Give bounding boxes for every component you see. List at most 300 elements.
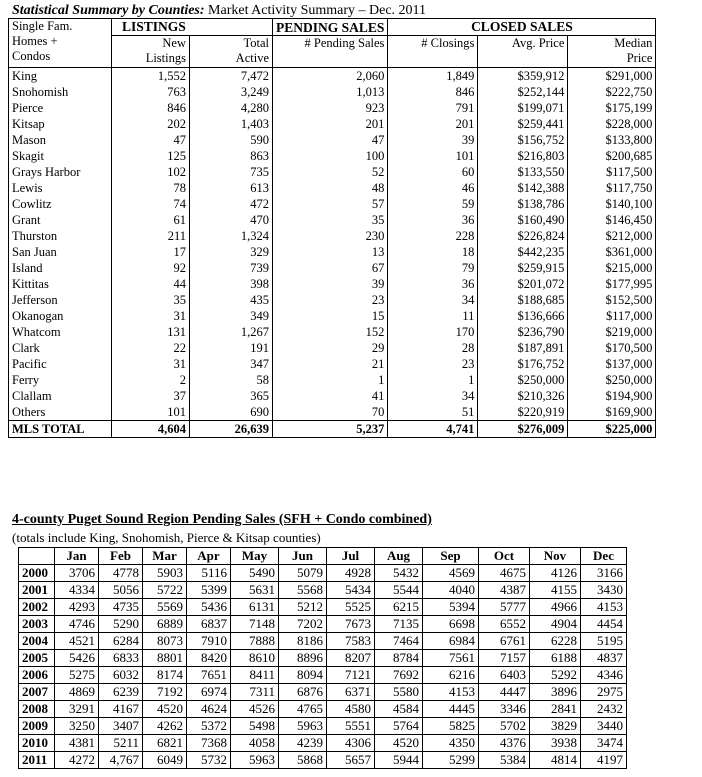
county-value: 791 — [388, 100, 478, 116]
monthly-value: 4376 — [479, 735, 530, 752]
year-row — [19, 633, 627, 650]
mls-total-row — [9, 421, 656, 438]
county-value: 61 — [112, 212, 190, 228]
monthly-value: 4155 — [530, 582, 581, 599]
monthly-value: 4272 — [55, 752, 99, 769]
year-label: 2009 — [19, 718, 55, 735]
county-value: $250,000 — [568, 372, 656, 388]
monthly-value: 8610 — [231, 650, 279, 667]
county-value: 41 — [273, 388, 388, 404]
monthly-value: 5394 — [423, 599, 479, 616]
monthly-value: 3291 — [55, 701, 99, 718]
monthly-value: 4239 — [279, 735, 327, 752]
county-value: 152 — [273, 324, 388, 340]
monthly-value: 7148 — [231, 616, 279, 633]
monthly-value: 3346 — [479, 701, 530, 718]
county-row — [9, 308, 656, 324]
monthly-value: 5292 — [530, 667, 581, 684]
monthly-value: 5372 — [187, 718, 231, 735]
county-value: 92 — [112, 260, 190, 276]
county-name: Thurston — [9, 228, 112, 244]
county-value: 435 — [190, 292, 273, 308]
year-label: 2002 — [19, 599, 55, 616]
monthly-value: 4746 — [55, 616, 99, 633]
monthly-value: 3474 — [581, 735, 627, 752]
monthly-value: 4869 — [55, 684, 99, 701]
monthly-value: 4778 — [99, 565, 143, 582]
monthly-value: 8174 — [143, 667, 187, 684]
monthly-value: 4454 — [581, 616, 627, 633]
month-header: Oct — [479, 548, 530, 565]
county-value: 1,267 — [190, 324, 273, 340]
monthly-value: 8411 — [231, 667, 279, 684]
county-value: $228,000 — [568, 116, 656, 132]
monthly-value: 6228 — [530, 633, 581, 650]
monthly-value: 5631 — [231, 582, 279, 599]
monthly-value: 5384 — [479, 752, 530, 769]
monthly-value: 4966 — [530, 599, 581, 616]
county-value: $152,500 — [568, 292, 656, 308]
monthly-value: 7157 — [479, 650, 530, 667]
corner-label-line: Single Fam. — [12, 19, 73, 33]
county-value: $236,790 — [478, 324, 568, 340]
monthly-value: 6188 — [530, 650, 581, 667]
county-value: 398 — [190, 276, 273, 292]
monthly-value: 5056 — [99, 582, 143, 599]
county-value: 201 — [388, 116, 478, 132]
county-value: 7,472 — [190, 68, 273, 85]
county-value: 1,324 — [190, 228, 273, 244]
monthly-value: 6833 — [99, 650, 143, 667]
new-listings-header: New Listings — [112, 36, 190, 68]
county-value: 78 — [112, 180, 190, 196]
year-label: 2003 — [19, 616, 55, 633]
county-value: 1,849 — [388, 68, 478, 85]
county-value: $133,800 — [568, 132, 656, 148]
county-row — [9, 68, 656, 85]
county-value: 329 — [190, 244, 273, 260]
monthly-value: 7464 — [375, 633, 423, 650]
monthly-value: 4334 — [55, 582, 99, 599]
monthly-value: 5275 — [55, 667, 99, 684]
year-label: 2005 — [19, 650, 55, 667]
avg-price-header: Avg. Price — [478, 36, 568, 68]
county-value: 228 — [388, 228, 478, 244]
county-value: $160,490 — [478, 212, 568, 228]
month-header: Sep — [423, 548, 479, 565]
total-value: $225,000 — [568, 421, 656, 438]
county-value: 102 — [112, 164, 190, 180]
county-value: $138,786 — [478, 196, 568, 212]
monthly-value: 5544 — [375, 582, 423, 599]
county-value: 923 — [273, 100, 388, 116]
corner-label-line: Homes + — [12, 34, 58, 48]
monthly-value: 6974 — [187, 684, 231, 701]
county-value: $250,000 — [478, 372, 568, 388]
county-value: 46 — [388, 180, 478, 196]
monthly-pending-sales-table — [18, 547, 627, 769]
monthly-value: 4765 — [279, 701, 327, 718]
year-label: 2008 — [19, 701, 55, 718]
monthly-value: 4346 — [581, 667, 627, 684]
monthly-value: 6239 — [99, 684, 143, 701]
pending-sales-title: 4-county Puget Sound Region Pending Sales (SFH + Condo combined) — [12, 512, 432, 527]
county-value: 201 — [273, 116, 388, 132]
county-value: 15 — [273, 308, 388, 324]
county-value: 44 — [112, 276, 190, 292]
month-header: Jul — [327, 548, 375, 565]
county-value: 230 — [273, 228, 388, 244]
county-value: $210,326 — [478, 388, 568, 404]
county-value: $137,000 — [568, 356, 656, 372]
county-value: $136,666 — [478, 308, 568, 324]
closed-sales-header: CLOSED SALES — [388, 19, 656, 36]
county-value: 31 — [112, 356, 190, 372]
monthly-value: 5568 — [279, 582, 327, 599]
monthly-value: 5498 — [231, 718, 279, 735]
county-name: Island — [9, 260, 112, 276]
report-title — [12, 2, 426, 19]
monthly-value: 5434 — [327, 582, 375, 599]
county-value: 57 — [273, 196, 388, 212]
monthly-value: 8784 — [375, 650, 423, 667]
monthly-value: 4167 — [99, 701, 143, 718]
county-value: 18 — [388, 244, 478, 260]
county-value: 60 — [388, 164, 478, 180]
county-value: $156,752 — [478, 132, 568, 148]
monthly-value: 4350 — [423, 735, 479, 752]
county-value: 101 — [388, 148, 478, 164]
monthly-value: 4814 — [530, 752, 581, 769]
monthly-value: 4153 — [423, 684, 479, 701]
monthly-value: 5868 — [279, 752, 327, 769]
county-value: $169,900 — [568, 404, 656, 421]
monthly-value: 5195 — [581, 633, 627, 650]
county-value: 39 — [388, 132, 478, 148]
county-value: 58 — [190, 372, 273, 388]
county-value: $219,000 — [568, 324, 656, 340]
monthly-value: 5903 — [143, 565, 187, 582]
monthly-value: 3829 — [530, 718, 581, 735]
monthly-value: 7121 — [327, 667, 375, 684]
monthly-value: 7583 — [327, 633, 375, 650]
monthly-value: 5399 — [187, 582, 231, 599]
county-name: Snohomish — [9, 84, 112, 100]
monthly-value: 5580 — [375, 684, 423, 701]
county-value: $194,900 — [568, 388, 656, 404]
monthly-value: 4293 — [55, 599, 99, 616]
total-label: MLS TOTAL — [9, 421, 112, 438]
total-value: 4,604 — [112, 421, 190, 438]
county-name: Grant — [9, 212, 112, 228]
county-value: 21 — [273, 356, 388, 372]
county-row — [9, 404, 656, 421]
county-value: 31 — [112, 308, 190, 324]
county-value: 349 — [190, 308, 273, 324]
county-value: $252,144 — [478, 84, 568, 100]
monthly-value: 6216 — [423, 667, 479, 684]
monthly-value: 5777 — [479, 599, 530, 616]
county-row — [9, 228, 656, 244]
county-value: 100 — [273, 148, 388, 164]
county-name: Mason — [9, 132, 112, 148]
monthly-value: 5944 — [375, 752, 423, 769]
county-value: $117,500 — [568, 164, 656, 180]
county-value: $222,750 — [568, 84, 656, 100]
county-value: 1,552 — [112, 68, 190, 85]
county-value: 23 — [388, 356, 478, 372]
listings-header: LISTINGS — [112, 19, 273, 36]
monthly-value: 4675 — [479, 565, 530, 582]
county-value: 690 — [190, 404, 273, 421]
county-value: 29 — [273, 340, 388, 356]
county-row — [9, 260, 656, 276]
county-value: 3,249 — [190, 84, 273, 100]
monthly-value: 5551 — [327, 718, 375, 735]
year-row — [19, 582, 627, 599]
county-value: $140,100 — [568, 196, 656, 212]
county-row — [9, 388, 656, 404]
monthly-value: 5963 — [279, 718, 327, 735]
total-value: 4,741 — [388, 421, 478, 438]
county-row — [9, 84, 656, 100]
county-value: 2 — [112, 372, 190, 388]
county-value: $146,450 — [568, 212, 656, 228]
monthly-value: 6876 — [279, 684, 327, 701]
county-value: 863 — [190, 148, 273, 164]
year-label: 2001 — [19, 582, 55, 599]
monthly-value: 4735 — [99, 599, 143, 616]
monthly-value: 4837 — [581, 650, 627, 667]
report-title-bold: Statistical Summary by Counties: — [12, 3, 205, 18]
year-label: 2004 — [19, 633, 55, 650]
county-value: 347 — [190, 356, 273, 372]
monthly-value: 3430 — [581, 582, 627, 599]
monthly-value: 4520 — [143, 701, 187, 718]
monthly-value: 8073 — [143, 633, 187, 650]
county-value: 472 — [190, 196, 273, 212]
county-value: 4,280 — [190, 100, 273, 116]
county-value: 470 — [190, 212, 273, 228]
county-value: $226,824 — [478, 228, 568, 244]
monthly-value: 3938 — [530, 735, 581, 752]
county-row — [9, 132, 656, 148]
county-value: 1 — [388, 372, 478, 388]
monthly-value: 4928 — [327, 565, 375, 582]
monthly-value: 5657 — [327, 752, 375, 769]
year-row — [19, 735, 627, 752]
county-row — [9, 276, 656, 292]
monthly-value: 7135 — [375, 616, 423, 633]
monthly-value: 7202 — [279, 616, 327, 633]
month-header: Feb — [99, 548, 143, 565]
monthly-value: 4526 — [231, 701, 279, 718]
monthly-value: 7368 — [187, 735, 231, 752]
monthly-value: 4569 — [423, 565, 479, 582]
pending-sales-subtitle: (totals include King, Snohomish, Pierce & Kitsap counties) — [12, 530, 321, 545]
month-header: Dec — [581, 548, 627, 565]
year-label: 2006 — [19, 667, 55, 684]
year-label: 2000 — [19, 565, 55, 582]
monthly-value: 7910 — [187, 633, 231, 650]
monthly-value: 5079 — [279, 565, 327, 582]
county-name: Clallam — [9, 388, 112, 404]
monthly-value: 5732 — [187, 752, 231, 769]
county-name: Skagit — [9, 148, 112, 164]
county-value: $175,199 — [568, 100, 656, 116]
monthly-value: 4580 — [327, 701, 375, 718]
year-row — [19, 599, 627, 616]
monthly-value: 5426 — [55, 650, 99, 667]
corner-label-line: Condos — [12, 49, 51, 63]
monthly-value: 4197 — [581, 752, 627, 769]
county-row — [9, 164, 656, 180]
county-value: $216,803 — [478, 148, 568, 164]
monthly-value: 2432 — [581, 701, 627, 718]
monthly-value: 6131 — [231, 599, 279, 616]
county-value: 211 — [112, 228, 190, 244]
monthly-value: 5290 — [99, 616, 143, 633]
county-row — [9, 324, 656, 340]
monthly-value: 6552 — [479, 616, 530, 633]
county-name: Pierce — [9, 100, 112, 116]
county-value: 52 — [273, 164, 388, 180]
year-row — [19, 650, 627, 667]
monthly-value: 4306 — [327, 735, 375, 752]
month-header: Jun — [279, 548, 327, 565]
county-name: Cowlitz — [9, 196, 112, 212]
monthly-value: 6889 — [143, 616, 187, 633]
county-value: 35 — [112, 292, 190, 308]
total-value: 5,237 — [273, 421, 388, 438]
county-value: 48 — [273, 180, 388, 196]
county-value: 37 — [112, 388, 190, 404]
county-row — [9, 372, 656, 388]
total-value: $276,009 — [478, 421, 568, 438]
month-header: Jan — [55, 548, 99, 565]
monthly-value: 4584 — [375, 701, 423, 718]
county-summary-table — [8, 18, 656, 438]
county-name: Okanogan — [9, 308, 112, 324]
county-value: 67 — [273, 260, 388, 276]
monthly-value: 6371 — [327, 684, 375, 701]
county-value: $187,891 — [478, 340, 568, 356]
county-value: 1,403 — [190, 116, 273, 132]
county-value: $117,750 — [568, 180, 656, 196]
county-value: 35 — [273, 212, 388, 228]
county-value: 28 — [388, 340, 478, 356]
county-value: 101 — [112, 404, 190, 421]
county-value: 70 — [273, 404, 388, 421]
monthly-value: 2975 — [581, 684, 627, 701]
county-value: 2,060 — [273, 68, 388, 85]
total-active-header: Total Active — [190, 36, 273, 68]
monthly-value: 4126 — [530, 565, 581, 582]
county-value: 36 — [388, 276, 478, 292]
monthly-value: 6837 — [187, 616, 231, 633]
monthly-value: 7651 — [187, 667, 231, 684]
county-value: 846 — [112, 100, 190, 116]
monthly-value: 8896 — [279, 650, 327, 667]
monthly-value: 6821 — [143, 735, 187, 752]
county-value: $259,915 — [478, 260, 568, 276]
monthly-value: 8186 — [279, 633, 327, 650]
monthly-value: 7888 — [231, 633, 279, 650]
year-row — [19, 667, 627, 684]
county-value: $142,388 — [478, 180, 568, 196]
county-name: Clark — [9, 340, 112, 356]
year-row — [19, 565, 627, 582]
monthly-value: 6284 — [99, 633, 143, 650]
monthly-value: 2841 — [530, 701, 581, 718]
monthly-value: 6215 — [375, 599, 423, 616]
year-row — [19, 752, 627, 769]
county-row — [9, 196, 656, 212]
county-value: 735 — [190, 164, 273, 180]
monthly-value: 4058 — [231, 735, 279, 752]
monthly-value: 7561 — [423, 650, 479, 667]
corner-label — [9, 19, 112, 68]
monthly-value: 5116 — [187, 565, 231, 582]
monthly-value: 4447 — [479, 684, 530, 701]
county-value: $176,752 — [478, 356, 568, 372]
county-row — [9, 180, 656, 196]
county-value: 739 — [190, 260, 273, 276]
monthly-value: 4624 — [187, 701, 231, 718]
county-value: 39 — [273, 276, 388, 292]
year-row — [19, 718, 627, 735]
county-row — [9, 212, 656, 228]
monthly-value: 3166 — [581, 565, 627, 582]
month-header-row — [19, 548, 627, 565]
month-header: Mar — [143, 548, 187, 565]
monthly-value: 4904 — [530, 616, 581, 633]
county-name: San Juan — [9, 244, 112, 260]
monthly-value: 4387 — [479, 582, 530, 599]
county-row — [9, 292, 656, 308]
county-name: Whatcom — [9, 324, 112, 340]
monthly-value: 3706 — [55, 565, 99, 582]
county-row — [9, 244, 656, 260]
monthly-value: 4040 — [423, 582, 479, 599]
county-value: $215,000 — [568, 260, 656, 276]
county-value: 59 — [388, 196, 478, 212]
county-name: King — [9, 68, 112, 85]
monthly-value: 5299 — [423, 752, 479, 769]
county-value: 1,013 — [273, 84, 388, 100]
county-value: 191 — [190, 340, 273, 356]
monthly-value: 6984 — [423, 633, 479, 650]
county-name: Jefferson — [9, 292, 112, 308]
year-label: 2010 — [19, 735, 55, 752]
county-value: $220,919 — [478, 404, 568, 421]
county-row — [9, 148, 656, 164]
county-row — [9, 116, 656, 132]
county-value: $200,685 — [568, 148, 656, 164]
monthly-value: 4262 — [143, 718, 187, 735]
county-name: Grays Harbor — [9, 164, 112, 180]
monthly-value: 3440 — [581, 718, 627, 735]
monthly-value: 6032 — [99, 667, 143, 684]
county-value: 590 — [190, 132, 273, 148]
report-title-rest: Market Activity Summary – Dec. 2011 — [204, 3, 427, 18]
county-value: 846 — [388, 84, 478, 100]
county-value: $133,550 — [478, 164, 568, 180]
county-row — [9, 340, 656, 356]
county-value: 613 — [190, 180, 273, 196]
month-header: Nov — [530, 548, 581, 565]
county-value: 47 — [273, 132, 388, 148]
